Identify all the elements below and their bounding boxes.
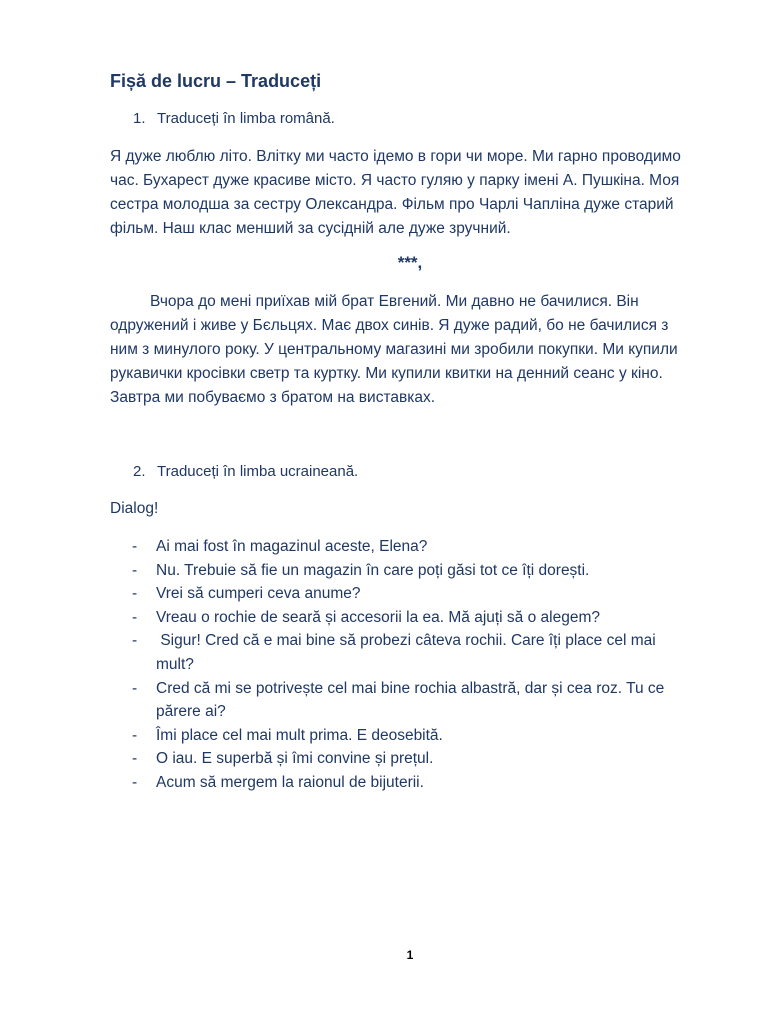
dialog-dash: -: [132, 773, 138, 791]
dialog-line: [110, 535, 690, 559]
dialog-dash: -: [132, 538, 138, 555]
dialog-dash: -: [132, 632, 138, 650]
ukrainian-paragraph-1: Я дуже люблю літо. Влітку ми часто ідемо в гори чи море. Ми гарно проводимо час. Бухарест дуже красиве місто. Я часто гуляю у парку імені А. Пушкіна. Моя сестра молодша за сестру Олександра. Фільм про Чарлі Чапліна дуже старий фільм. Наш клас менший за сусідній але дуже зручний.: [110, 148, 681, 237]
section-separator: ***,: [397, 253, 423, 272]
dialog-dash: -: [132, 585, 138, 603]
task-1-label: Traduceți în limba română.: [157, 110, 335, 127]
dialog-line: [110, 629, 690, 676]
dialog-text: Sigur! Cred că e mai bine să probezi câteva rochii. Care îți place cel mai mult?: [156, 632, 660, 673]
dialog-label: Dialog!: [110, 500, 159, 517]
dialog-dash: -: [132, 608, 138, 626]
dialog-list: [110, 535, 690, 795]
page-number: 1: [406, 948, 414, 962]
dialog-text: Vrei să cumperi ceva anume?: [156, 585, 361, 603]
page-title: Fișă de lucru – Traduceți: [110, 71, 322, 91]
dialog-line: [110, 606, 690, 630]
task-1-heading: [133, 110, 335, 127]
dialog-line: [110, 747, 690, 771]
dialog-dash: -: [132, 679, 138, 697]
dialog-text: Ai mai fost în magazinul aceste, Elena?: [156, 538, 428, 555]
dialog-dash: -: [132, 561, 138, 579]
task-1-number: 1.: [133, 110, 146, 127]
dialog-dash: -: [132, 726, 138, 744]
dialog-line: [110, 677, 690, 724]
dialog-line: [110, 771, 690, 795]
dialog-text: Îmi place cel mai mult prima. E deosebită.: [156, 726, 443, 744]
task-2-heading: [133, 463, 358, 480]
dialog-text: Acum să mergem la raionul de bijuterii.: [156, 773, 424, 791]
task-2-label: Traduceți în limba ucraineană.: [157, 463, 359, 480]
dialog-text: Vreau o rochie de seară și accesorii la ea. Mă ajuți să o alegem?: [156, 608, 600, 626]
dialog-text: Nu. Trebuie să fie un magazin în care poți găsi tot ce îți dorești.: [156, 561, 590, 579]
dialog-line: [110, 724, 690, 748]
dialog-line: [110, 559, 690, 583]
dialog-text: Cred că mi se potrivește cel mai bine rochia albastră, dar și cea roz. Tu ce părere ai?: [156, 679, 665, 721]
dialog-dash: -: [132, 750, 138, 768]
task-2-number: 2.: [133, 463, 146, 480]
dialog-line: [110, 582, 690, 606]
dialog-text: O iau. E superbă și îmi convine și prețul.: [156, 750, 434, 768]
ukrainian-paragraph-2: Вчора до мені приїхав мій брат Евгений. Ми давно не бачилися. Він одружений і живе у Бєльцях. Має двох синів. Я дуже радий, бо не бачилися з ним з минулого року. У центральному магазині ми зробили покупки. Ми купили рукавички кросівки светр та куртку. Ми купили квитки на денний сеанс у кіно. Завтра ми побуваємо з братом на виставках.: [110, 293, 678, 406]
